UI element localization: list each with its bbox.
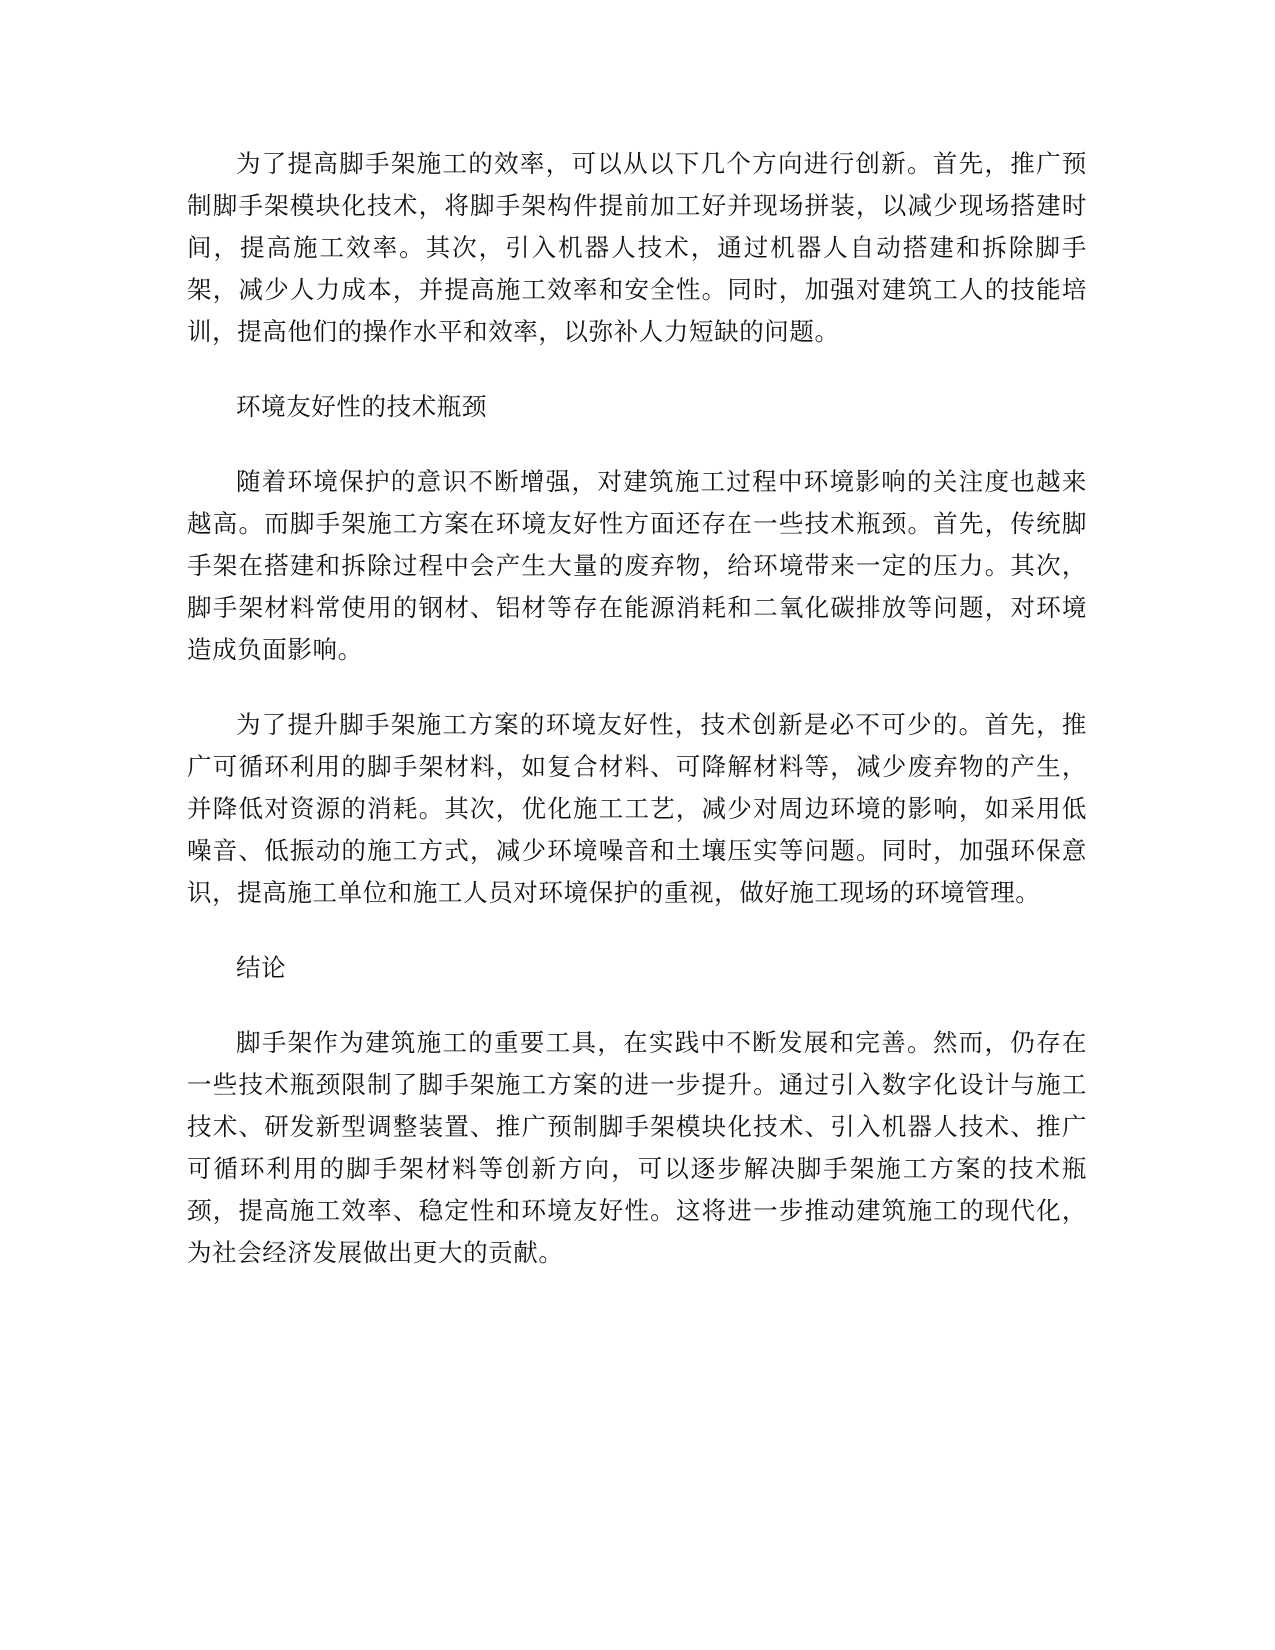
paragraph-environment-innovation: 为了提升脚手架施工方案的环境友好性，技术创新是必不可少的。首先，推广可循环利用的脚手架材料，如复合材料、可降解材料等，减少废弃物的产生，并降低对资源的消耗。其次，优化施工工艺，减少对周边环境的影响，如采用低噪音、低振动的施工方式，减少环境噪音和土壤压实等问题。同时，加强环保意识，提高施工单位和施工人员对环境保护的重视，做好施工现场的环境管理。 [187, 710, 1087, 907]
section-heading-environment: 环境友好性的技术瓶颈 [236, 392, 487, 421]
paragraph-environment-bottleneck: 随着环境保护的意识不断增强，对建筑施工过程中环境影响的关注度也越来越高。而脚手架施工方案在环境友好性方面还存在一些技术瓶颈。首先，传统脚手架在搭建和拆除过程中会产生大量的废弃物，给环境带来一定的压力。其次，脚手架材料常使用的钢材、铝材等存在能源消耗和二氧化碳排放等问题，对环境造成负面影响。 [187, 467, 1087, 664]
document-body [187, 143, 1087, 1307]
section-heading-conclusion: 结论 [236, 953, 287, 982]
paragraph-efficiency-innovation: 为了提高脚手架施工的效率，可以从以下几个方向进行创新。首先，推广预制脚手架模块化技术，将脚手架构件提前加工好并现场拼装，以减少现场搭建时间，提高施工效率。其次，引入机器人技术，通过机器人自动搭建和拆除脚手架，减少人力成本，并提高施工效率和安全性。同时，加强对建筑工人的技能培训，提高他们的操作水平和效率，以弥补人力短缺的问题。 [187, 149, 1087, 346]
paragraph-conclusion: 脚手架作为建筑施工的重要工具，在实践中不断发展和完善。然而，仍存在一些技术瓶颈限制了脚手架施工方案的进一步提升。通过引入数字化设计与施工技术、研发新型调整装置、推广预制脚手架模块化技术、引入机器人技术、推广可循环利用的脚手架材料等创新方向，可以逐步解决脚手架施工方案的技术瓶颈，提高施工效率、稳定性和环境友好性。这将进一步推动建筑施工的现代化，为社会经济发展做出更大的贡献。 [187, 1028, 1087, 1267]
